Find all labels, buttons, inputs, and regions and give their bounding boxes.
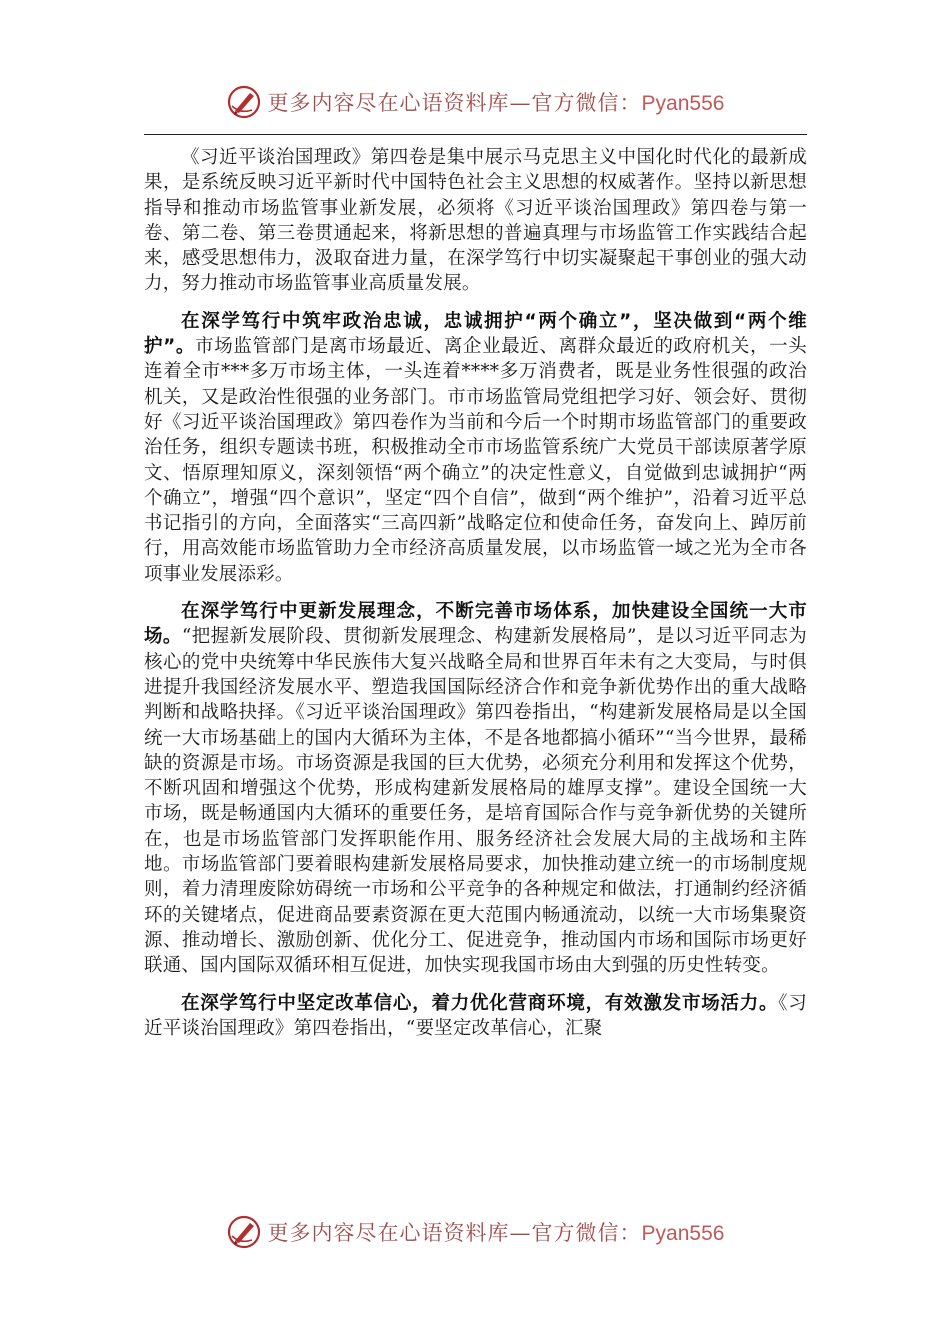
paragraph-heading: 在深学笃行中坚定改革信心，着力优化营商环境，有效激发市场活力。 [181,992,779,1014]
footer-wechat-id: Pyan556 [641,1222,725,1245]
paragraph-body: 《习近平谈治国理政》第四卷是集中展示马克思主义中国化时代化的最新成果，是系统反映习近平新时代中国特色社会主义思想的权威著作。坚持以新思想指导和推动市场监管事业新发展，必须将《习近平谈治国理政》第四卷与第一卷、第二卷、第三卷贯通起来，将新思想的普遍真理与市场监管工作实践结合起来，感受思想伟力，汲取奋进力量，在深学笃行中切实凝聚起干事创业的强大动力，努力推动市场监管事业高质量发展。 [144,147,807,295]
paragraph-body: 《习近平谈治国理政》第四卷指出，“要坚定改革信心，汇聚 [144,992,807,1039]
paragraph-reform-confidence [144,991,807,1042]
paragraph-heading: 在深学笃行中更新发展理念，不断完善市场体系，加快建设全国统一大市场。 [144,601,807,648]
paragraph-heading: 在深学笃行中筑牢政治忠诚，忠诚拥护“两个确立”，坚决做到“两个维护”。 [144,310,807,358]
footer-banner-text: 更多内容尽在心语资料库—官方微信：Pyan556 [267,1221,725,1245]
pen-logo-icon [226,84,262,120]
paragraph-intro [144,145,807,297]
paragraph-body: “把握新发展阶段、贯彻新发展理念、构建新发展格局”，是以习近平同志为核心的党中央统筹中华民族伟大复兴战略全局和世界百年未有之大变局，与时俱进提升我国经济发展水平、塑造我国国际经济合作和竞争新优势作出的重大战略判断和战略抉择。《习近平谈治国理政》第四卷指出，“构建新发展格局是以全国统一大市场基础上的国内大循环为主体，不是各地都搞小循环”“当今世界，最稀缺的资源是市场。市场资源是我国的巨大优势，必须充分利用和发挥这个优势，不断巩固和增强这个优势，形成构建新发展格局的雄厚支撑”。建设全国统一大市场，既是畅通国内大循环的重要任务，是培育国际合作与竞争新优势的关键所在，也是市场监管部门发挥职能作用、服务经济社会发展大局的主战场和主阵地。市场监管部门要着眼构建新发展格局要求，加快推动建立统一的市场制度规则，着力清理废除妨碍统一市场和公平竞争的各种规定和做法，打通制约经济循环的关键堵点，促进商品要素资源在更大范围内畅通流动，以统一大市场集聚资源、推动增长、激励创新、优化分工、促进竞争，推动国内市场和国际市场更好联通、国内国际双循环相互促进，加快实现我国市场由大到强的历史性转变。 [144,626,807,977]
paragraph-body: 市场监管部门是离市场最近、离企业最近、离群众最近的政府机关，一头连着全市***多万市场主体，一头连着****多万消费者，既是业务性很强的政治机关，又是政治性很强的业务部门。市市场监管局党组把学习好、领会好、贯彻好《习近平谈治国理政》第四卷作为当前和今后一个时期市场监管部门的重要政治任务，组织专题读书班，积极推动全市市场监管系统广大党员干部读原著学原文、悟原理知原义，深刻领悟“两个确立”的决定性意义，自觉做到忠诚拥护“两个确立”，增强“四个意识”，坚定“四个自信”，做到“两个维护”，沿着习近平总书记指引的方向，全面落实“三高四新”战略定位和使命任务，奋发向上、踔厉前行，用高效能市场监管助力全市经济高质量发展，以市场监管一域之光为全市各项事业发展添彩。 [144,336,807,585]
paragraph-political-loyalty [144,309,807,587]
header-wechat-id: Pyan556 [641,92,725,115]
pen-logo-icon [226,1214,262,1250]
paragraph-development-concept [144,599,807,978]
footer-banner [0,1212,950,1252]
header-banner-text: 更多内容尽在心语资料库—官方微信：Pyan556 [267,91,725,115]
header-divider [144,134,807,135]
document-body [144,145,807,1185]
header-banner [0,82,950,122]
